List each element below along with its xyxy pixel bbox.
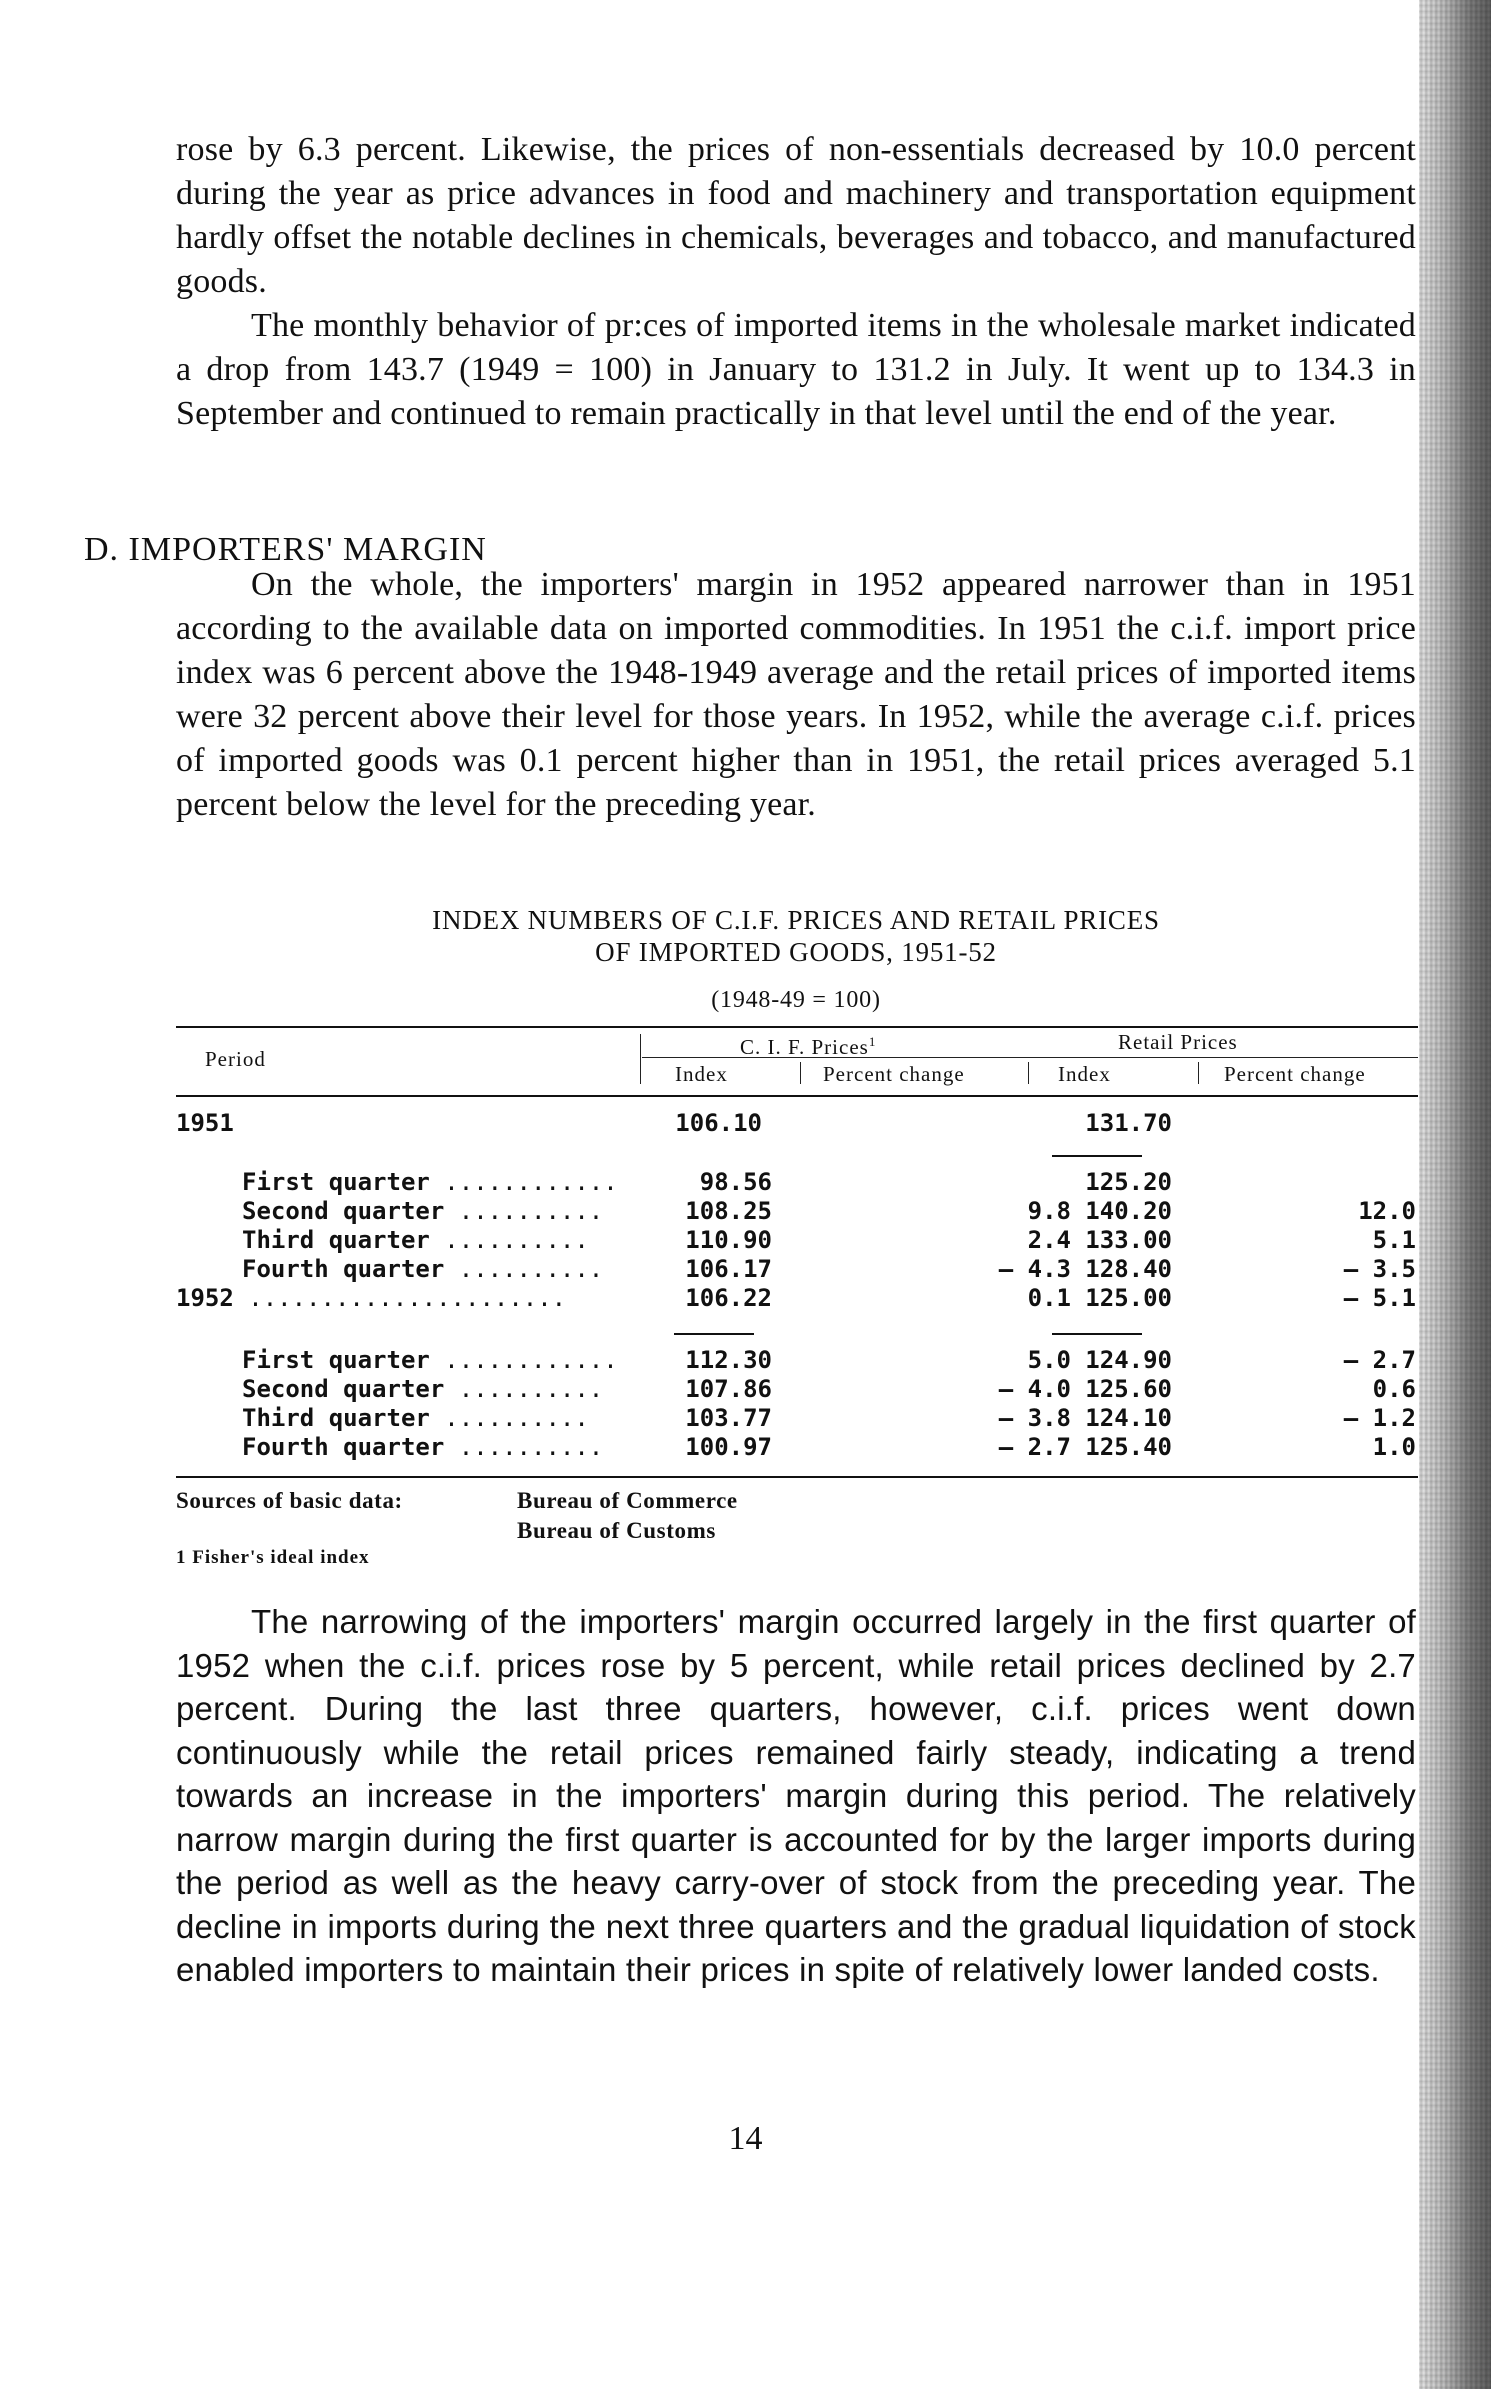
retail-index-value: 125.60 xyxy=(1085,1375,1172,1403)
cif-percent-change: — 4.3 xyxy=(998,1255,1071,1283)
leader-dots: ............ xyxy=(444,1168,618,1196)
paragraph-wholesale-prices xyxy=(176,128,1416,436)
row-period xyxy=(242,1168,618,1197)
retail-index-value: 133.00 xyxy=(1085,1226,1172,1254)
retail-percent-change: — 2.7 xyxy=(1343,1346,1416,1374)
row-period xyxy=(242,1375,603,1404)
row-period xyxy=(242,1404,589,1433)
retail-index-value: 124.10 xyxy=(1085,1404,1172,1432)
row-period xyxy=(242,1255,603,1284)
section-heading: D. IMPORTERS' MARGIN xyxy=(84,531,487,568)
retail-percent-change: 1.0 xyxy=(1372,1433,1416,1461)
column-divider xyxy=(800,1062,801,1084)
header-cif-percent-change: Percent change xyxy=(823,1062,965,1086)
cif-index-value: 98.56 xyxy=(699,1168,772,1196)
retail-index-value: 140.20 xyxy=(1085,1197,1172,1225)
column-divider xyxy=(1028,1062,1029,1084)
row-period-label: Fourth quarter xyxy=(242,1433,445,1461)
table-row xyxy=(176,1346,1418,1375)
table-row xyxy=(176,1226,1418,1255)
column-rule xyxy=(674,1333,754,1335)
cif-percent-change: 2.4 xyxy=(1027,1226,1071,1254)
leader-dots: .......... xyxy=(444,1404,589,1432)
row-period xyxy=(242,1346,618,1375)
paragraph-importers-margin xyxy=(176,563,1416,827)
table-row xyxy=(176,1404,1418,1433)
table-row xyxy=(176,1284,1418,1313)
scanned-page-edge xyxy=(1419,0,1491,2389)
column-rule xyxy=(1052,1155,1142,1157)
column-divider xyxy=(1198,1062,1199,1084)
paragraph-text: The monthly behavior of pr:ces of imported items in the wholesale market indicated a drop from 143.7 (1949 = 100) in January to 131.2 in July. It went up to 134.3 in September and continued to remain practically in that level until the end of the year. xyxy=(176,307,1416,432)
table-base-note: (1948-49 = 100) xyxy=(711,987,881,1013)
table-row xyxy=(176,1168,1418,1197)
row-period: 1951 xyxy=(176,1109,234,1137)
cif-percent-change: 5.0 xyxy=(1027,1346,1071,1374)
leader-dots: ...................... xyxy=(248,1284,567,1312)
leader-dots: .......... xyxy=(444,1226,589,1254)
cif-index-value: 106.17 xyxy=(685,1255,772,1283)
retail-index-value: 124.90 xyxy=(1085,1346,1172,1374)
cif-index-value: 110.90 xyxy=(685,1226,772,1254)
row-period xyxy=(176,1284,566,1313)
cif-index-value: 106.10 xyxy=(675,1109,762,1137)
retail-percent-change: — 3.5 xyxy=(1343,1255,1416,1283)
row-period xyxy=(242,1226,589,1255)
header-period: Period xyxy=(205,1047,266,1071)
cif-index-value: 108.25 xyxy=(685,1197,772,1225)
table-row xyxy=(176,1375,1418,1404)
retail-percent-change: 12.0 xyxy=(1358,1197,1416,1225)
cif-index-value: 107.86 xyxy=(685,1375,772,1403)
row-period-label: Second quarter xyxy=(242,1197,445,1225)
cif-percent-change: — 4.0 xyxy=(998,1375,1071,1403)
row-period xyxy=(242,1197,603,1226)
sources-label: Sources of basic data: xyxy=(176,1488,403,1513)
leader-dots: ............ xyxy=(444,1346,618,1374)
row-period-label: Fourth quarter xyxy=(242,1255,445,1283)
page-number: 14 xyxy=(728,2120,763,2157)
cif-index-value: 112.30 xyxy=(685,1346,772,1374)
paragraph-text: The narrowing of the importers' margin occurred largely in the first quarter of 1952 when the c.i.f. prices rose by 5 percent, while retail prices declined by 2.7 percent. During the last three quarters, however, c.i.f. prices went down continuously while the retail prices remained fairly steady, indicating a trend towards an increase in the importers' margin during this period. The relatively narrow margin during the first quarter is accounted for by the larger imports during the period as well as the heavy carry-over of stock from the preceding year. The decline in imports during the next three quarters and the gradual liquidation of stock enabled importers to maintain their prices in spite of relatively lower landed costs. xyxy=(176,1603,1416,1988)
header-retail-percent-change: Percent change xyxy=(1224,1062,1366,1086)
retail-index-value: 131.70 xyxy=(1085,1109,1172,1137)
table-top-rule xyxy=(176,1026,1418,1028)
row-period-label: Third quarter xyxy=(242,1404,430,1432)
paragraph-text: On the whole, the importers' margin in 1952 appeared narrower than in 1951 according to the available data on imported commodities. In 1951 the c.i.f. import price index was 6 percent above the 1948-1949 average and the retail prices of imported items were 32 percent above their level for those years. In 1952, while the average c.i.f. prices of imported goods was 0.1 percent higher than in 1951, the retail prices averaged 5.1 percent below the level for the preceding year. xyxy=(176,566,1416,823)
table-bottom-rule xyxy=(176,1476,1418,1478)
leader-dots: .......... xyxy=(458,1255,604,1283)
source-item: Bureau of Commerce xyxy=(517,1488,738,1513)
row-period-label: First quarter xyxy=(242,1168,430,1196)
row-period-label: Third quarter xyxy=(242,1226,430,1254)
table-header-bottom-rule xyxy=(176,1095,1418,1097)
retail-index-value: 125.20 xyxy=(1085,1168,1172,1196)
cif-percent-change: — 2.7 xyxy=(998,1433,1071,1461)
table-row xyxy=(176,1197,1418,1226)
column-divider xyxy=(640,1034,641,1084)
source-item: Bureau of Customs xyxy=(517,1518,716,1543)
footnote-mark: 1 xyxy=(868,1034,877,1049)
header-cif-index: Index xyxy=(675,1062,728,1086)
retail-percent-change: — 1.2 xyxy=(1343,1404,1416,1432)
table-row xyxy=(176,1109,1418,1138)
header-subrule xyxy=(642,1057,1418,1058)
leader-dots: .......... xyxy=(458,1433,604,1461)
retail-index-value: 125.00 xyxy=(1085,1284,1172,1312)
cif-index-value: 103.77 xyxy=(685,1404,772,1432)
table-row xyxy=(176,1433,1418,1462)
retail-index-value: 125.40 xyxy=(1085,1433,1172,1461)
row-period-label: 1952 xyxy=(176,1284,234,1312)
paragraph-text: rose by 6.3 percent. Likewise, the prices of non-essentials decreased by 10.0 percent during the year as price advances in food and machinery and transportation equipment hardly offset the notable declines in chemicals, beverages and tobacco, and manufactured goods. xyxy=(176,131,1416,300)
retail-percent-change: — 5.1 xyxy=(1343,1284,1416,1312)
leader-dots: .......... xyxy=(458,1197,604,1225)
row-period xyxy=(242,1433,603,1462)
retail-percent-change: 5.1 xyxy=(1372,1226,1416,1254)
row-period-label: Second quarter xyxy=(242,1375,445,1403)
table-title: OF IMPORTED GOODS, 1951-52 xyxy=(595,937,997,967)
cif-percent-change: — 3.8 xyxy=(998,1404,1071,1432)
paragraph-margin-narrowing xyxy=(176,1600,1416,1992)
table-footnote: 1 Fisher's ideal index xyxy=(176,1547,370,1568)
cif-percent-change: 9.8 xyxy=(1027,1197,1071,1225)
header-cif-label: C. I. F. Prices xyxy=(740,1035,869,1059)
cif-percent-change: 0.1 xyxy=(1027,1284,1071,1312)
table-row xyxy=(176,1255,1418,1284)
header-retail-prices: Retail Prices xyxy=(1118,1030,1238,1054)
column-rule xyxy=(1052,1333,1142,1335)
retail-percent-change: 0.6 xyxy=(1372,1375,1416,1403)
retail-index-value: 128.40 xyxy=(1085,1255,1172,1283)
cif-index-value: 100.97 xyxy=(685,1433,772,1461)
row-period-label: First quarter xyxy=(242,1346,430,1374)
cif-index-value: 106.22 xyxy=(685,1284,772,1312)
header-cif-prices xyxy=(740,1030,876,1059)
table-title: INDEX NUMBERS OF C.I.F. PRICES AND RETAIL PRICES xyxy=(432,905,1160,935)
header-retail-index: Index xyxy=(1058,1062,1111,1086)
leader-dots: .......... xyxy=(458,1375,604,1403)
